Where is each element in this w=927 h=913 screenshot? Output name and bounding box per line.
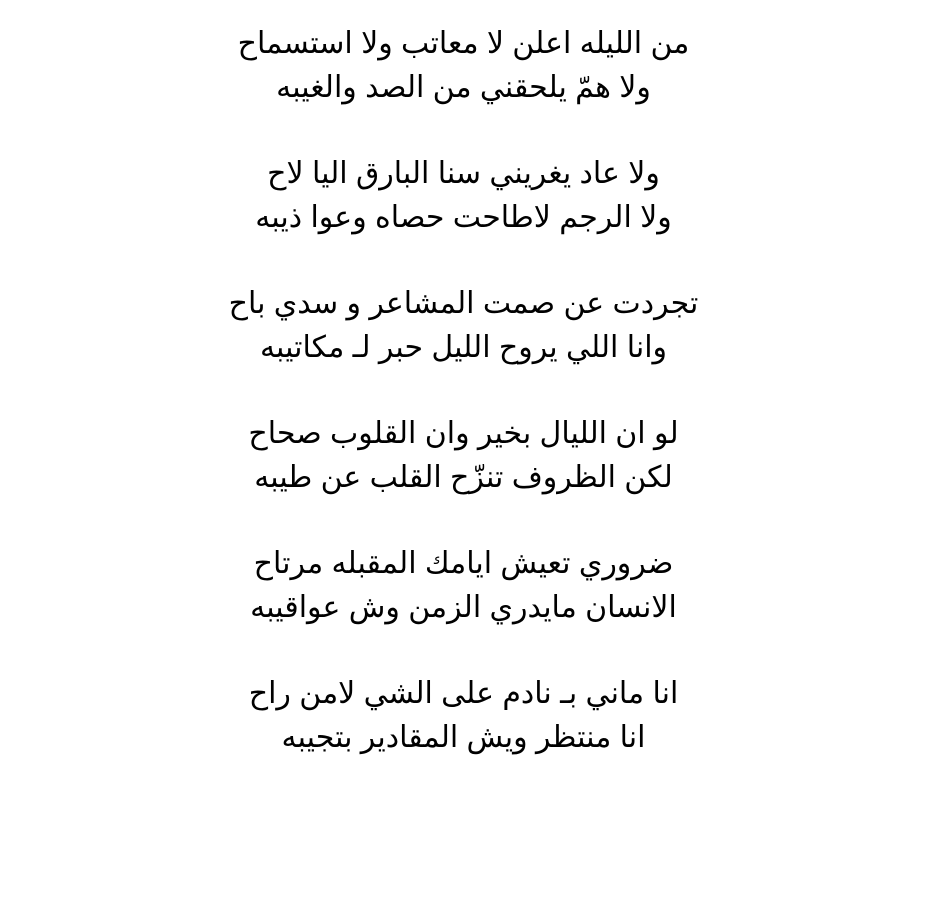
poem <box>0 22 927 802</box>
poem-line: لو ان الليال بخير وان القلوب صحاح <box>248 417 679 450</box>
poem-line: انا منتظر ويش المقادير بتجيبه <box>281 721 646 754</box>
stanza-6 <box>0 672 927 760</box>
poem-line: انا ماني بـ نادم على الشي لامن راح <box>248 677 679 710</box>
poem-line: وانا اللي يروح الليل حبر لـ مكاتيبه <box>259 331 668 364</box>
poem-line: ولا الرجم لاطاحت حصاه وعوا ذيبه <box>255 201 672 234</box>
poem-line: ولا عاد يغريني سنا البارق اليا لاح <box>267 157 660 190</box>
poem-line: ولا همّ يلحقني من الصد والغيبه <box>276 71 651 104</box>
poem-line: من الليله اعلن لا معاتب ولا استسماح <box>237 27 690 60</box>
stanza-2 <box>0 152 927 240</box>
poem-line: الانسان مايدري الزمن وش عواقيبه <box>250 591 677 624</box>
poem-line: لكن الظروف تنزّح القلب عن طيبه <box>254 461 673 494</box>
stanza-4 <box>0 412 927 500</box>
stanza-1 <box>0 22 927 110</box>
poem-line: تجردت عن صمت المشاعر و سدي باح <box>228 287 699 320</box>
poem-line: ضروري تعيش ايامك المقبله مرتاح <box>253 547 674 580</box>
stanza-3 <box>0 282 927 370</box>
stanza-5 <box>0 542 927 630</box>
